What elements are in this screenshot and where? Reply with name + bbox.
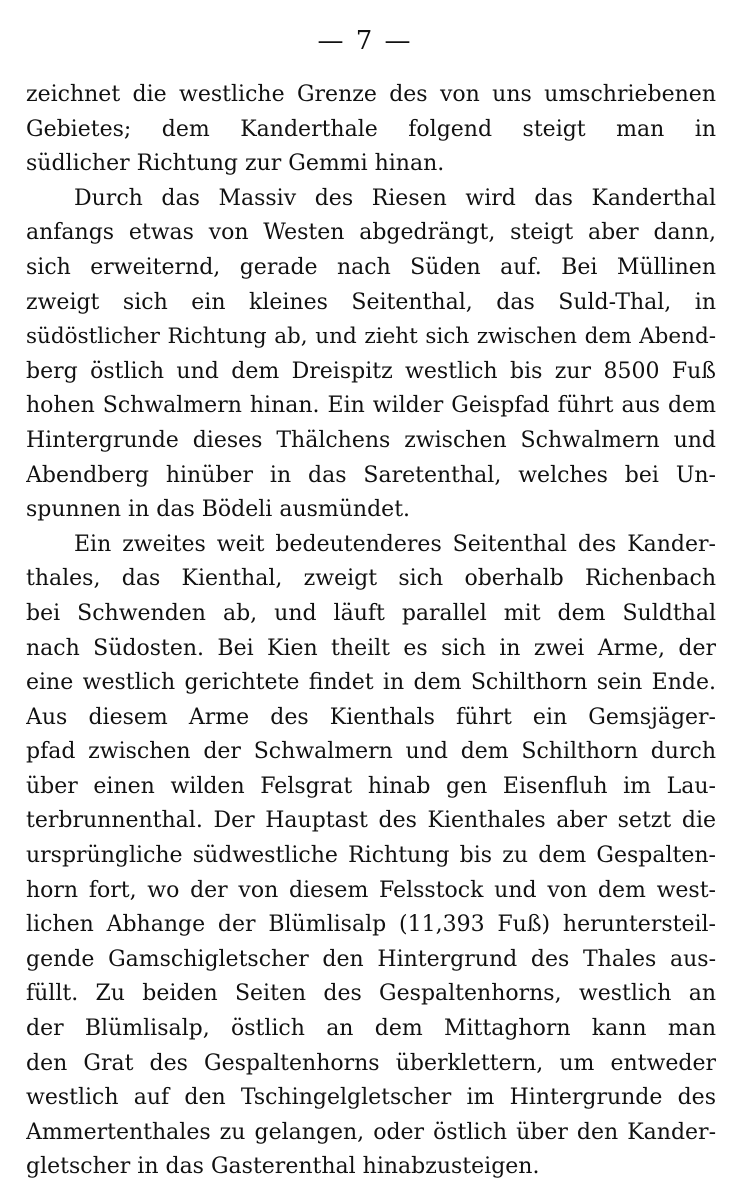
text-line: der Blümlisalp, östlich an dem Mittaghorn kann man: [26, 1016, 716, 1042]
text-line: pfad zwischen der Schwalmern und dem Schilthorn durch: [26, 739, 716, 765]
text-line: berg östlich und dem Dreispitz westlich bis zur 8500 Fuß: [26, 358, 716, 384]
text-line: nach Südosten. Bei Kien theilt es sich in zwei Arme, der: [26, 635, 716, 661]
text-line: Gebietes; dem Kanderthale folgend steigt man in: [26, 116, 716, 142]
text-line: bei Schwenden ab, und läuft parallel mit dem Suldthal: [26, 600, 716, 626]
page-number: — 7 —: [317, 26, 413, 56]
text-line: Ein zweites weit bedeutenderes Seitenthal des Kander-: [74, 531, 716, 557]
body-text: [26, 78, 716, 1185]
text-line: horn fort, wo der von diesem Felsstock und von dem west-: [26, 877, 716, 903]
text-line: zeichnet die westliche Grenze des von uns umschriebenen: [26, 82, 716, 107]
text-line: thales, das Kienthal, zweigt sich oberhalb Richenbach: [26, 566, 716, 592]
text-line: zweigt sich ein kleines Seitenthal, das Suld-Thal, in: [26, 289, 716, 315]
text-line: ursprüngliche südwestliche Richtung bis zu dem Gespalten-: [26, 843, 716, 869]
text-line: Aus diesem Arme des Kienthals führt ein Gemsjäger-: [26, 704, 716, 730]
text-line: eine westlich gerichtete findet in dem Schilthorn sein Ende.: [26, 670, 716, 696]
text-line: Durch das Massiv des Riesen wird das Kanderthal: [74, 185, 716, 211]
text-line: westlich auf den Tschingelgletscher im Hintergrunde des: [26, 1085, 716, 1111]
text-line: sich erweiternd, gerade nach Süden auf. Bei Müllinen: [26, 254, 716, 280]
text-line: terbrunnenthal. Der Hauptast des Kienthales aber setzt die: [26, 808, 716, 834]
text-line: südöstlicher Richtung ab, und zieht sich zwischen dem Abend-: [26, 324, 716, 350]
text-line: über einen wilden Felsgrat hinab gen Eisenfluh im Lau-: [26, 773, 716, 799]
text-line: spunnen in das Bödeli ausmündet.: [26, 497, 411, 523]
text-line: gende Gamschigletscher den Hintergrund des Thales aus-: [26, 946, 716, 972]
text-line: gletscher in das Gasterenthal hinabzusteigen.: [26, 1154, 540, 1180]
text-line: lichen Abhange der Blümlisalp (11,393 Fuß) heruntersteil-: [26, 912, 716, 938]
text-line: den Grat des Gespaltenhorns überklettern, um entweder: [26, 1050, 716, 1076]
text-line: hohen Schwalmern hinan. Ein wilder Geispfad führt aus dem: [26, 393, 716, 419]
text-line: Ammertenthales zu gelangen, oder östlich über den Kander-: [26, 1119, 716, 1145]
text-line: Abendberg hinüber in das Saretenthal, welches bei Un-: [26, 462, 716, 488]
text-line: südlicher Richtung zur Gemmi hinan.: [26, 151, 445, 177]
text-line: füllt. Zu beiden Seiten des Gespaltenhorns, westlich an: [26, 981, 716, 1007]
text-line: anfangs etwas von Westen abgedrängt, steigt aber dann,: [26, 220, 716, 246]
text-line: Hintergrunde dieses Thälchens zwischen Schwalmern und: [26, 427, 716, 453]
